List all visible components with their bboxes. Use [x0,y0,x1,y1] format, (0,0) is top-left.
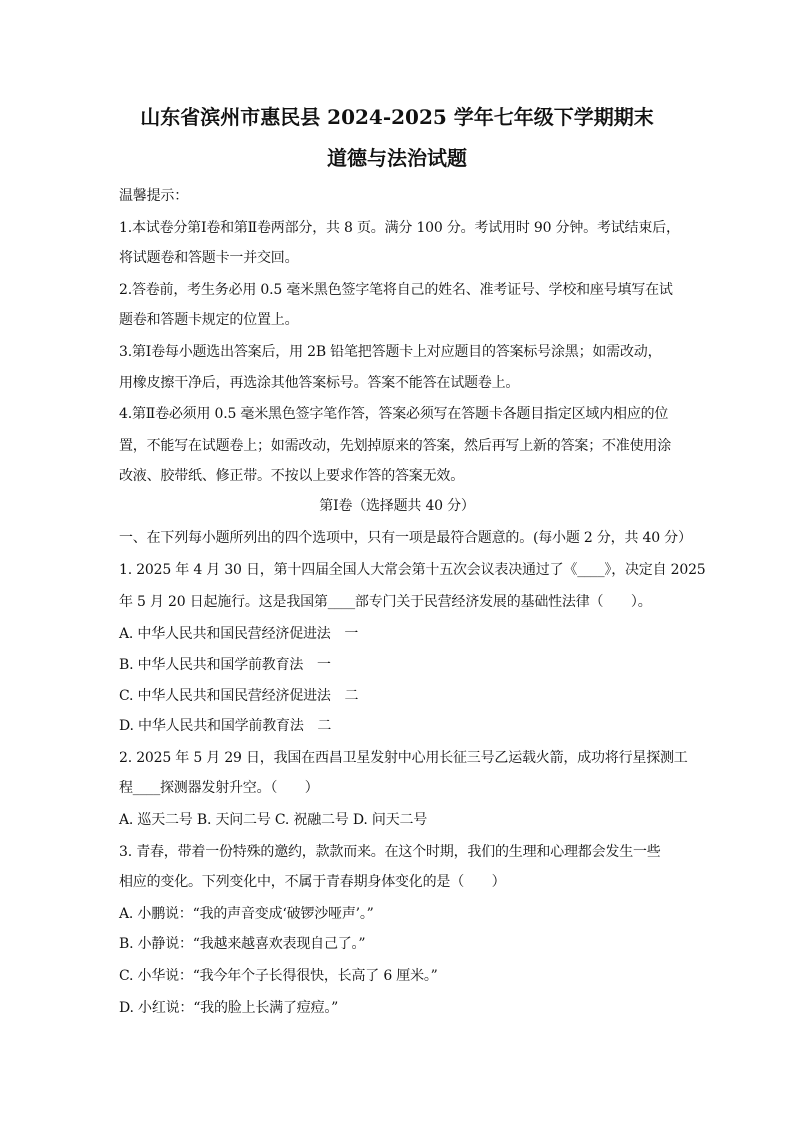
question-2-stem: 程____探测器发射升空。（ ） [119,780,319,796]
question-1-stem: 年 5 月 20 日起施行。这是我国第____部专门关于民营经济发展的基础性法律（ ）。 [119,594,652,610]
document-subtitle: 道德与法治试题 [327,146,467,170]
question-3-option-b: B. 小静说：“我越来越喜欢表现自己了。” [119,936,366,952]
notice-line: 将试题卷和答题卡一并交回。 [119,250,299,266]
question-3-option-c: C. 小华说：“我今年个子长得很快，长高了 6 厘米。” [119,968,438,984]
question-1-stem: 1. 2025 年 4 月 30 日，第十四届全国人大常会第十五次会议表决通过了《____》，决定自 2025 [119,562,706,578]
question-2-options: A. 巡天二号 B. 天问二号 C. 祝融二号 D. 问天二号 [119,812,428,828]
notice-line: 3.第Ⅰ卷每小题选出答案后，用 2B 铅笔把答题卡上对应题目的答案标号涂黑；如需改动， [119,344,662,360]
question-3-stem: 3. 青春，带着一份特殊的邀约，款款而来。在这个时期，我们的生理和心理都会发生一些 [119,844,661,860]
question-1-option-d: D. 中华人民共和国学前教育法 二 [119,718,332,734]
section-instruction: 一、在下列每小题所列出的四个选项中，只有一项是最符合题意的。(每小题 2 分，共 40 分） [119,530,692,546]
section-heading: 第Ⅰ卷（选择题共 40 分） [319,498,475,514]
question-2-stem: 2. 2025 年 5 月 29 日，我国在西昌卫星发射中心用长征三号乙运载火箭，成功将行星探测工 [119,750,688,766]
notice-line: 1.本试卷分第Ⅰ卷和第Ⅱ卷两部分，共 8 页。满分 100 分。考试用时 90 分钟。考试结束后， [119,220,680,236]
notice-heading: 温馨提示： [119,188,188,204]
notice-line: 置，不能写在试题卷上；如需改动，先划掉原来的答案，然后再写上新的答案；不准使用涂 [119,438,671,454]
question-3-option-d: D. 小红说：“我的脸上长满了痘痘。” [119,1000,339,1016]
question-1-option-b: B. 中华人民共和国学前教育法 一 [119,657,331,673]
notice-line: 用橡皮擦干净后，再选涂其他答案标号。答案不能答在试题卷上。 [119,375,520,391]
question-1-option-a: A. 中华人民共和国民营经济促进法 一 [119,626,359,642]
question-3-stem: 相应的变化。下列变化中，不属于青春期身体变化的是（ ） [119,874,506,890]
notice-line: 改液、胶带纸、修正带。不按以上要求作答的答案无效。 [119,468,464,484]
notice-line: 题卷和答题卡规定的位置上。 [119,312,299,328]
document-title: 山东省滨州市惠民县 2024-2025 学年七年级下学期期末 [140,105,654,129]
notice-line: 4.第Ⅱ卷必须用 0.5 毫米黑色签字笔作答，答案必须写在答题卡各题目指定区域内相应的位 [119,406,669,422]
notice-line: 2.答卷前，考生务必用 0.5 毫米黑色签字笔将自己的姓名、准考证号、学校和座号填写在试 [119,282,673,298]
question-3-option-a: A. 小鹏说：“我的声音变成‘破锣沙哑声’。” [119,906,374,922]
question-1-option-c: C. 中华人民共和国民营经济促进法 二 [119,688,359,704]
